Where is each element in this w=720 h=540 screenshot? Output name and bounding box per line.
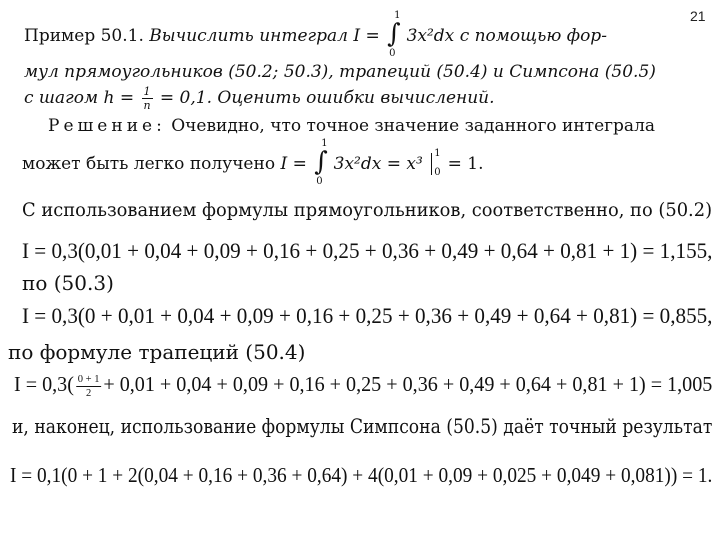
integral-lower-limit: 0	[389, 48, 396, 59]
rectangles-formula: I = 0,3(0,01 + 0,04 + 0,09 + 0,16 + 0,25 + 0,36 + 0,49 + 0,64 + 0,81 + 1) = 1,155,	[22, 238, 713, 263]
example-label: Пример 50.1.	[24, 26, 144, 46]
trapezoid-fraction-denominator: 2	[86, 386, 92, 399]
solution-integral-lower: 0	[316, 176, 323, 187]
solution-line-2	[22, 138, 484, 187]
solution-label: Решение:	[48, 116, 166, 136]
integral-sign: ∫ 1 0	[387, 10, 401, 59]
trapezoid-formula-rest: + 0,01 + 0,04 + 0,09 + 0,16 + 0,25 + 0,36 + 0,49 + 0,64 + 0,81 + 1) = 1,005	[103, 372, 713, 396]
example-line-2: мул прямоугольников (50.2; 50.3), трапеций (50.4) и Симпсона (50.5)	[24, 62, 656, 82]
solution-text-1: Очевидно, что точное значение заданного интеграла	[171, 116, 656, 136]
solution-line-1	[48, 116, 655, 136]
solution-text-2: может быть легко получено	[22, 154, 276, 174]
solution-formula-mid: 3x²dx = x³	[333, 154, 423, 174]
simpson-formula: I = 0,1(0 + 1 + 2(0,04 + 0,16 + 0,36 + 0,64) + 4(0,01 + 0,09 + 0,025 + 0,049 + 0,081)) = 1.	[10, 463, 713, 487]
step-prefix: с шагом h =	[24, 88, 135, 108]
rectangles-intro: С использованием формулы прямоугольников, соответственно, по (50.2)	[22, 200, 713, 221]
example-line-3	[24, 86, 495, 111]
evaluation-bar	[428, 148, 442, 178]
trapezoid-formula	[14, 372, 712, 399]
simpson-intro: и, наконец, использование формулы Симпсона (50.5) даёт точный результат	[12, 414, 713, 438]
evaluation-upper: 1	[434, 148, 441, 159]
page-number: 21	[690, 8, 706, 24]
rectangles-formula-2: I = 0,3(0 + 0,01 + 0,04 + 0,09 + 0,16 + 0,25 + 0,36 + 0,49 + 0,64 + 0,81) = 0,855,	[22, 303, 713, 328]
trapezoid-intro: по формуле трапеций (50.4)	[8, 340, 306, 364]
integral-upper-limit: 1	[394, 10, 401, 21]
evaluation-lower: 0	[434, 167, 441, 178]
step-suffix: = 0,1. Оценить ошибки вычислений.	[159, 88, 495, 108]
solution-formula-start: I =	[280, 154, 307, 174]
solution-integral-sign: ∫ 1 0	[314, 138, 328, 187]
step-fraction-denominator: n	[143, 99, 151, 112]
trapezoid-fraction-numerator: 0 + 1	[77, 372, 100, 385]
solution-formula-end: = 1.	[447, 154, 484, 174]
rule-50-3-label: по (50.3)	[22, 271, 114, 295]
example-line-1	[24, 10, 607, 59]
example-formula-lhs: I =	[353, 26, 380, 46]
step-fraction-numerator: 1	[143, 85, 151, 98]
trapezoid-fraction	[76, 374, 102, 399]
trapezoid-formula-start: I = 0,3(	[14, 372, 74, 396]
step-fraction	[142, 86, 153, 111]
example-line-1-tail: с помощью фор-	[459, 26, 607, 46]
solution-integral-upper: 1	[321, 138, 328, 149]
example-task-text: Вычислить интеграл	[149, 26, 348, 46]
example-integrand: 3x²dx	[406, 26, 455, 46]
